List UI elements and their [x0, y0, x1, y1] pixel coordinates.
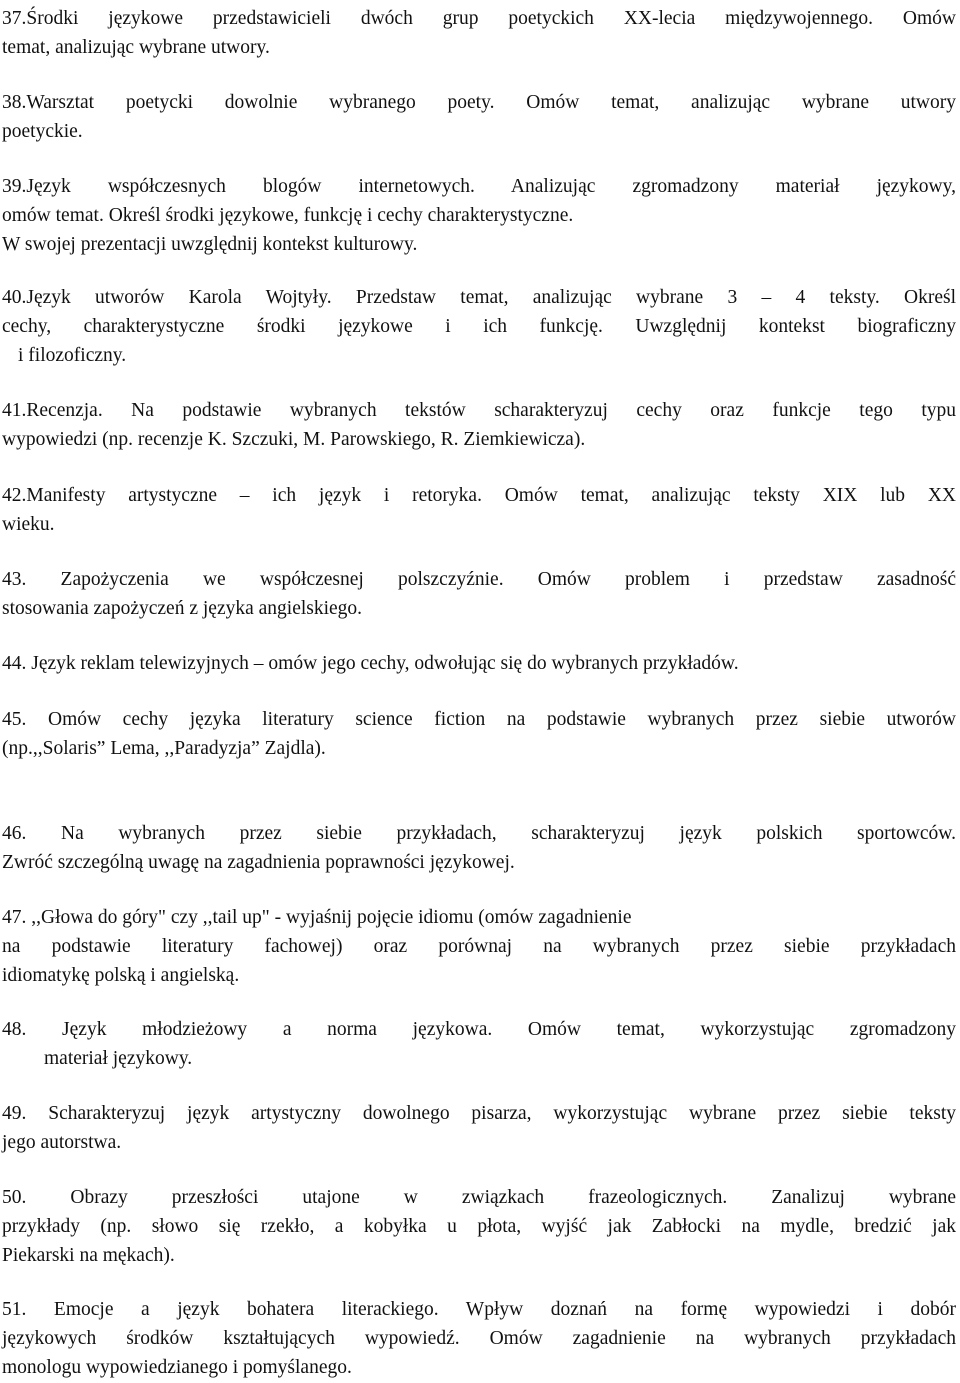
item-line: 49. Scharakteryzuj język artystyczny dowolnego pisarza, wykorzystując wybrane przez siebie teksty [2, 1103, 956, 1124]
item-line: 50. Obrazy przeszłości utajone w związkach frazeologicznych. Zanalizuj wybrane [2, 1187, 956, 1208]
item-line: 41.Recenzja. Na podstawie wybranych tekstów scharakteryzuj cechy oraz funkcje tego typu [2, 400, 956, 421]
item-line: 38.Warsztat poetycki dowolnie wybranego poety. Omów temat, analizując wybrane utwory [2, 92, 956, 113]
item-line: cechy, charakterystyczne środki językowe i ich funkcję. Uwzględnij kontekst biograficzny [2, 316, 956, 337]
item-line: 46. Na wybranych przez siebie przykładach, scharakteryzuj język polskich sportowców. [2, 823, 956, 844]
item-line: W swojej prezentacji uwzględnij kontekst kulturowy. [2, 234, 418, 255]
item-line: 51. Emocje a język bohatera literackiego. Wpływ doznań na formę wypowiedzi i dobór [2, 1299, 956, 1320]
item-line: materiał językowy. [44, 1048, 193, 1069]
item-line: 45. Omów cechy języka literatury science fiction na podstawie wybranych przez siebie utworów [2, 709, 956, 730]
list-item [2, 481, 956, 539]
item-line: (np.,,Solaris” Lema, ,,Paradyzja” Zajdla). [2, 738, 326, 759]
list-item [2, 283, 956, 370]
item-line: wypowiedzi (np. recenzje K. Szczuki, M. Parowskiego, R. Ziemkiewicza). [2, 429, 586, 450]
list-item [2, 1295, 956, 1382]
item-line: 48. Język młodzieżowy a norma językowa. Omów temat, wykorzystując zgromadzony [2, 1019, 956, 1040]
list-item [2, 903, 956, 990]
list-item [2, 1099, 956, 1157]
item-line: na podstawie literatury fachowej) oraz porównaj na wybranych przez siebie przykładach [2, 936, 956, 957]
list-item [2, 88, 956, 146]
item-line: językowych środków kształtujących wypowiedź. Omów zagadnienie na wybranych przykładach [2, 1328, 956, 1349]
item-line: poetyckie. [2, 121, 83, 142]
item-line: temat, analizując wybrane utwory. [2, 37, 270, 58]
list-item [2, 4, 956, 62]
list-item [2, 172, 956, 259]
list-item [2, 705, 956, 763]
list-item [2, 1015, 956, 1073]
item-line: stosowania zapożyczeń z języka angielskiego. [2, 598, 363, 619]
item-line: 43. Zapożyczenia we współczesnej polszczyźnie. Omów problem i przedstaw zasadność [2, 569, 956, 590]
item-line: omów temat. Określ środki językowe, funkcję i cechy charakterystyczne. [2, 205, 574, 226]
item-line: 39.Język współczesnych blogów internetowych. Analizując zgromadzony materiał językowy, [2, 176, 956, 197]
item-line: 40.Język utworów Karola Wojtyły. Przedstaw temat, analizując wybrane 3 – 4 teksty. Określ [2, 287, 956, 308]
item-line: wieku. [2, 514, 55, 535]
list-item [2, 1183, 956, 1270]
list-item [2, 649, 956, 678]
list-item [2, 396, 956, 454]
item-line: Piekarski na mękach). [2, 1245, 175, 1266]
list-item [2, 819, 956, 877]
document-page [2, 0, 956, 1383]
item-line: 47. ,,Głowa do góry" czy ,,tail up" - wyjaśnij pojęcie idiomu (omów zagadnienie [2, 907, 632, 928]
list-item [2, 565, 956, 623]
item-line: i filozoficzny. [18, 345, 127, 366]
item-line: Zwróć szczególną uwagę na zagadnienia poprawności językowej. [2, 852, 515, 873]
item-line: monologu wypowiedzianego i pomyślanego. [2, 1357, 352, 1378]
item-line: 42.Manifesty artystyczne – ich język i retoryka. Omów temat, analizując teksty XIX lub XX [2, 485, 956, 506]
item-line: 44. Język reklam telewizyjnych – omów jego cechy, odwołując się do wybranych przykładów. [2, 653, 739, 674]
item-line: 37.Środki językowe przedstawicieli dwóch grup poetyckich XX-lecia międzywojennego. Omów [2, 8, 956, 29]
item-line: idiomatykę polską i angielską. [2, 965, 240, 986]
item-line: przykłady (np. słowo się rzekło, a kobyłka u płota, wyjść jak Zabłocki na mydle, bredzić jak [2, 1216, 956, 1237]
item-line: jego autorstwa. [2, 1132, 122, 1153]
